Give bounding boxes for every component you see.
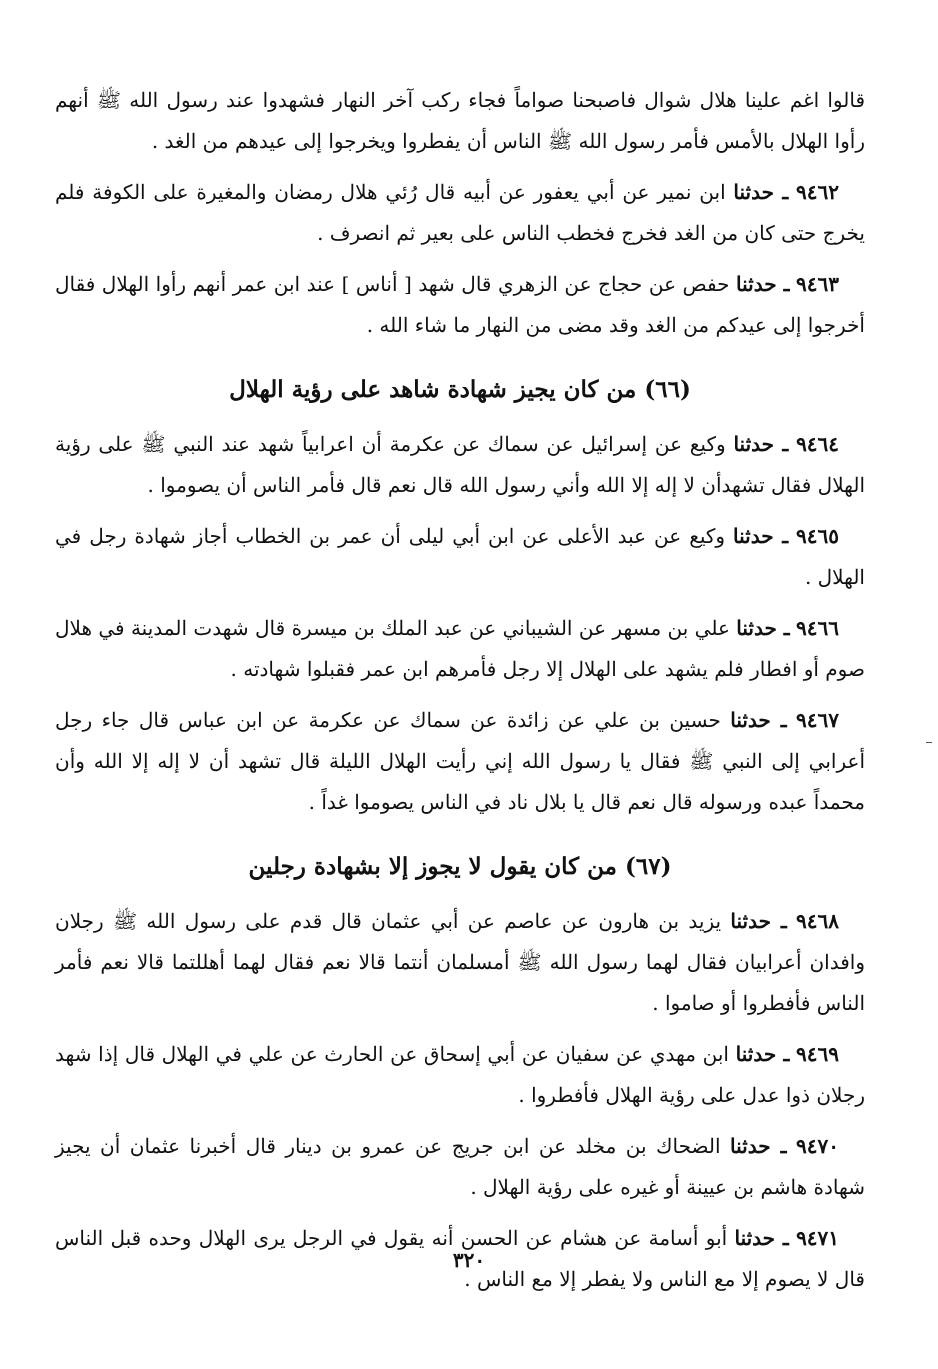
hadith-paragraph <box>55 901 865 1024</box>
hadith-number: ٩٤٦٦ <box>796 616 840 640</box>
hadith-text: الضحاك بن مخلد عن ابن جريج عن عمرو بن دينار قال أخبرنا عثمان أن يجيز شهادة هاشم بن عيينة أو غيره على رؤية الهلال . <box>55 1134 865 1199</box>
hadith-paragraph <box>55 1126 865 1208</box>
hadith-lead: ـ حدثنا <box>730 708 787 732</box>
hadith-lead: ـ حدثنا <box>730 1134 787 1158</box>
hadith-lead: ـ حدثنا <box>733 432 789 456</box>
hadith-text: حسين بن علي عن زائدة عن سماك عن عكرمة عن ابن عباس قال جاء رجل أعرابي إلى النبي ﷺ فقال يا رسول الله إني رأيت الهلال الليلة قال تشهد أن لا إله إلا الله وأن محمداً عبده ورسوله قال نعم قال يا بلال ناد في الناس يصوموا غداً . <box>55 708 865 814</box>
hadith-text: وكيع عن إسرائيل عن سماك عن عكرمة أن اعرابياً شهد عند النبي ﷺ على رؤية الهلال فقال تشهدأن لا إله إلا الله وأني رسول الله قال نعم قال فأمر الناس أن يصوموا . <box>55 432 865 497</box>
chapter-heading-67: (٦٧) من كان يقول لا يجوز إلا بشهادة رجلين <box>248 853 672 880</box>
margin-mark <box>926 742 932 743</box>
hadith-text: ابن مهدي عن سفيان عن أبي إسحاق عن الحارث عن علي في الهلال قال إذا شهد رجلان ذوا عدل على رؤية الهلال فأفطروا . <box>55 1042 865 1107</box>
hadith-paragraph <box>55 608 865 690</box>
hadith-number: ٩٤٦٣ <box>796 272 840 296</box>
hadith-text: علي بن مسهر عن الشيباني عن عبد الملك بن ميسرة قال شهدت المدينة في هلال صوم أو افطار فلم يشهد على الهلال إلا رجل فأمرهم ابن عمر فقبلوا شهادته . <box>55 616 865 681</box>
hadith-lead: ـ حدثنا <box>733 180 789 204</box>
hadith-text: ابن نمير عن أبي يعفور عن أبيه قال رُئي هلال رمضان والمغيرة على الكوفة فلم يخرج حتى كان من الغد فخرج فخطب الناس على بعير ثم انصرف . <box>55 180 865 245</box>
chapter-heading-66: (٦٦) من كان يجيز شهادة شاهد على رؤية الهلال <box>229 376 691 403</box>
hadith-paragraph <box>55 264 865 346</box>
hadith-paragraph <box>55 172 865 254</box>
hadith-lead: ـ حدثنا <box>736 272 790 296</box>
hadith-number: ٩٤٦٨ <box>796 909 840 933</box>
hadith-paragraph <box>55 424 865 506</box>
hadith-number: ٩٤٧١ <box>796 1226 840 1250</box>
paragraph-text: قالوا اغم علينا هلال شوال فاصبحنا صواماً فجاء ركب آخر النهار فشهدوا عند رسول الله ﷺ أنهم رأوا الهلال بالأمس فأمر رسول الله ﷺ الناس أن يفطروا ويخرجوا إلى عيدهم من الغد . <box>55 88 865 153</box>
paragraph <box>55 80 865 162</box>
hadith-number: ٩٤٦٥ <box>796 524 840 548</box>
hadith-paragraph <box>55 1034 865 1116</box>
hadith-text: أبو أسامة عن هشام عن الحسن أنه يقول في الرجل يرى الهلال وحده قبل الناس قال لا يصوم إلا مع الناس ولا يفطر إلا مع الناس . <box>55 1226 865 1291</box>
hadith-lead: ـ حدثنا <box>730 909 787 933</box>
hadith-number: ٩٤٧٠ <box>796 1134 840 1158</box>
hadith-number: ٩٤٦٧ <box>796 708 840 732</box>
hadith-number: ٩٤٦٢ <box>796 180 840 204</box>
hadith-text: يزيد بن هارون عن عاصم عن أبي عثمان قال قدم على رسول الله ﷺ رجلان وافدان أعرابيان فقال لهما رسول الله ﷺ أمسلمان أنتما قالا نعم فقال لهما أهللتما قالا نعم فأمر الناس فأفطروا أو صاموا . <box>55 909 865 1015</box>
hadith-text: وكيع عن عبد الأعلى عن ابن أبي ليلى أن عمر بن الخطاب أجاز شهادة رجل في الهلال . <box>55 524 865 589</box>
hadith-lead: ـ حدثنا <box>734 1226 789 1250</box>
hadith-number: ٩٤٦٤ <box>796 432 840 456</box>
hadith-text: حفص عن حجاج عن الزهري قال شهد [ أناس ] عند ابن عمر أنهم رأوا الهلال فقال أخرجوا إلى عيدكم من الغد وقد مضى من النهار ما شاء الله . <box>55 272 865 337</box>
page-number: ٣٢٠ <box>452 1248 486 1272</box>
page-body <box>55 80 865 1310</box>
hadith-lead: ـ حدثنا <box>733 524 789 548</box>
hadith-paragraph <box>55 700 865 823</box>
hadith-number: ٩٤٦٩ <box>796 1042 840 1066</box>
hadith-lead: ـ حدثنا <box>735 1042 790 1066</box>
hadith-paragraph <box>55 516 865 598</box>
hadith-lead: ـ حدثنا <box>736 616 790 640</box>
